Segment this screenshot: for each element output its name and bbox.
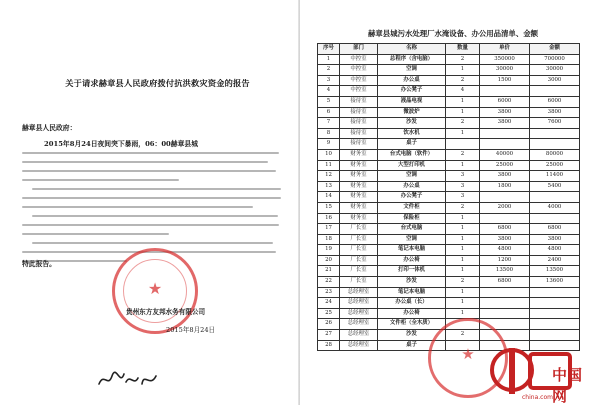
table-cell: 3800 xyxy=(480,107,530,118)
table-cell: 6000 xyxy=(530,96,580,107)
table-cell: 13600 xyxy=(530,277,580,288)
table-header-cell: 部门 xyxy=(340,44,378,55)
table-cell xyxy=(480,298,530,309)
table-cell: 700000 xyxy=(530,54,580,65)
table-cell: 空调 xyxy=(378,171,446,182)
table-cell: 总经理室 xyxy=(340,330,378,341)
table-cell: 2 xyxy=(446,330,480,341)
table-cell: 接待室 xyxy=(340,96,378,107)
table-cell: 13 xyxy=(318,181,340,192)
table-cell: 21 xyxy=(318,266,340,277)
right-page xyxy=(300,0,596,405)
table-cell: 5 xyxy=(318,96,340,107)
table-cell: 2 xyxy=(446,202,480,213)
table-cell: 文件柜 xyxy=(378,202,446,213)
table-cell: 办公桌 xyxy=(378,75,446,86)
table-row xyxy=(318,298,580,309)
inventory-title: 赫章县城污水处理厂水淹设备、办公用品清单、金额 xyxy=(368,29,538,38)
sign-date: 2015年8月24日 xyxy=(166,326,216,334)
handwritten-signature xyxy=(96,368,160,390)
table-cell: 3800 xyxy=(530,234,580,245)
table-cell: 保险柜 xyxy=(378,213,446,224)
table-header-row xyxy=(318,44,580,55)
table-cell: 4800 xyxy=(530,245,580,256)
body-line xyxy=(22,161,268,163)
table-cell: 24 xyxy=(318,298,340,309)
table-cell: 14 xyxy=(318,192,340,203)
table-cell: 7 xyxy=(318,118,340,129)
body-line xyxy=(22,224,279,226)
table-cell: 1 xyxy=(446,287,480,298)
table-cell: 厂长室 xyxy=(340,255,378,266)
table-cell: 台式电脑（软件） xyxy=(378,149,446,160)
table-cell xyxy=(480,213,530,224)
table-row xyxy=(318,160,580,171)
table-cell: 1 xyxy=(446,308,480,319)
table-cell xyxy=(530,192,580,203)
seal-star-icon: ★ xyxy=(461,345,475,363)
company-name: 贵州东方友邦水务有限公司 xyxy=(126,308,206,316)
table-cell: 中控室 xyxy=(340,54,378,65)
table-cell: 接待室 xyxy=(340,139,378,150)
table-row xyxy=(318,213,580,224)
table-cell: 7600 xyxy=(530,118,580,129)
inventory-table xyxy=(317,43,580,351)
table-cell: 1 xyxy=(446,266,480,277)
table-row xyxy=(318,54,580,65)
table-cell xyxy=(530,308,580,319)
table-cell: 28 xyxy=(318,340,340,351)
table-row xyxy=(318,234,580,245)
table-cell: 桌子 xyxy=(378,139,446,150)
body-line xyxy=(22,206,253,208)
table-cell: 2 xyxy=(446,118,480,129)
table-row xyxy=(318,118,580,129)
table-cell: 1 xyxy=(446,245,480,256)
table-row xyxy=(318,245,580,256)
table-cell: 厂长室 xyxy=(340,266,378,277)
table-cell: 2400 xyxy=(530,255,580,266)
body-line xyxy=(22,170,276,172)
table-row xyxy=(318,171,580,182)
table-cell: 1 xyxy=(446,213,480,224)
table-cell: 1500 xyxy=(480,75,530,86)
table-cell: 3 xyxy=(318,75,340,86)
table-cell: 6800 xyxy=(530,224,580,235)
table-cell: 17 xyxy=(318,224,340,235)
table-row xyxy=(318,149,580,160)
table-cell: 财务室 xyxy=(340,181,378,192)
table-cell: 财务室 xyxy=(340,149,378,160)
table-cell: 总经理室 xyxy=(340,319,378,330)
table-cell xyxy=(530,298,580,309)
table-cell: 25000 xyxy=(480,160,530,171)
table-cell: 办公椅 xyxy=(378,255,446,266)
table-cell: 厂长室 xyxy=(340,224,378,235)
body-line xyxy=(22,233,169,235)
table-cell: 1 xyxy=(446,96,480,107)
table-cell: 中控室 xyxy=(340,65,378,76)
table-cell: 26 xyxy=(318,319,340,330)
table-cell: 4 xyxy=(446,86,480,97)
table-row xyxy=(318,277,580,288)
table-cell: 27 xyxy=(318,330,340,341)
table-row xyxy=(318,308,580,319)
body-line xyxy=(32,215,278,217)
inventory-table-body xyxy=(318,54,580,351)
table-cell xyxy=(530,330,580,341)
table-cell: 1200 xyxy=(480,255,530,266)
table-cell: 5400 xyxy=(530,181,580,192)
table-cell: 3800 xyxy=(480,234,530,245)
table-cell: 中控室 xyxy=(340,75,378,86)
table-cell: 3800 xyxy=(530,107,580,118)
table-cell xyxy=(480,192,530,203)
table-cell: 厂长室 xyxy=(340,234,378,245)
table-cell: 13500 xyxy=(480,266,530,277)
table-cell: 接待室 xyxy=(340,128,378,139)
report-salutation: 赫章县人民政府： xyxy=(22,124,77,132)
table-cell: 大型打印机 xyxy=(378,160,446,171)
table-cell: 11400 xyxy=(530,171,580,182)
table-cell: 15 xyxy=(318,202,340,213)
table-cell: 桌子 xyxy=(378,340,446,351)
table-row xyxy=(318,107,580,118)
table-cell: 22 xyxy=(318,277,340,288)
table-cell: 1 xyxy=(446,65,480,76)
table-cell: 办公椅 xyxy=(378,308,446,319)
table-cell: 空调 xyxy=(378,65,446,76)
table-cell: 2 xyxy=(446,277,480,288)
table-cell: 1800 xyxy=(480,181,530,192)
table-cell: 中控室 xyxy=(340,86,378,97)
table-row xyxy=(318,266,580,277)
table-cell: 13500 xyxy=(530,266,580,277)
table-cell xyxy=(530,287,580,298)
body-line xyxy=(32,188,281,190)
table-cell: 6800 xyxy=(480,224,530,235)
table-cell xyxy=(530,128,580,139)
table-cell: 1 xyxy=(446,128,480,139)
table-cell: 办公桌（长） xyxy=(378,298,446,309)
table-cell: 3 xyxy=(446,181,480,192)
table-cell: 1 xyxy=(446,298,480,309)
table-cell: 2 xyxy=(446,54,480,65)
table-cell xyxy=(446,139,480,150)
company-seal xyxy=(112,248,198,334)
table-cell: 打印一体机 xyxy=(378,266,446,277)
table-cell: 财务室 xyxy=(340,202,378,213)
table-cell: 2 xyxy=(446,149,480,160)
table-cell: 3800 xyxy=(480,171,530,182)
table-cell: 液晶电视 xyxy=(378,96,446,107)
table-cell: 30000 xyxy=(530,65,580,76)
table-cell: 沙发 xyxy=(378,330,446,341)
table-cell: 1 xyxy=(446,160,480,171)
table-cell: 2 xyxy=(318,65,340,76)
table-cell: 总程序（含电脑） xyxy=(378,54,446,65)
table-cell: 16 xyxy=(318,213,340,224)
table-cell: 4800 xyxy=(480,245,530,256)
table-cell: 2000 xyxy=(480,202,530,213)
table-cell: 饮水机 xyxy=(378,128,446,139)
table-cell xyxy=(480,128,530,139)
table-header-cell: 金额 xyxy=(530,44,580,55)
table-row xyxy=(318,139,580,150)
table-cell: 3 xyxy=(446,171,480,182)
table-header-cell: 单价 xyxy=(480,44,530,55)
table-cell xyxy=(530,86,580,97)
table-row xyxy=(318,181,580,192)
table-cell: 19 xyxy=(318,245,340,256)
table-cell: 23 xyxy=(318,287,340,298)
table-row xyxy=(318,224,580,235)
table-cell: 9 xyxy=(318,139,340,150)
table-cell: 财务室 xyxy=(340,213,378,224)
table-cell: 18 xyxy=(318,234,340,245)
table-cell: 6800 xyxy=(480,277,530,288)
table-cell: 25 xyxy=(318,308,340,319)
table-cell: 厂长室 xyxy=(340,245,378,256)
table-cell: 1 xyxy=(446,107,480,118)
table-cell xyxy=(480,139,530,150)
table-cell: 办公凳子 xyxy=(378,192,446,203)
table-cell: 25000 xyxy=(530,160,580,171)
table-cell: 40000 xyxy=(480,149,530,160)
table-cell: 总经理室 xyxy=(340,340,378,351)
table-cell: 接待室 xyxy=(340,118,378,129)
table-cell: 办公凳子 xyxy=(378,86,446,97)
table-cell: 3800 xyxy=(480,118,530,129)
table-row xyxy=(318,287,580,298)
table-row xyxy=(318,255,580,266)
table-cell: 12 xyxy=(318,171,340,182)
body-line xyxy=(22,179,179,181)
table-cell xyxy=(480,86,530,97)
table-cell: 财务室 xyxy=(340,192,378,203)
table-cell: 总经理室 xyxy=(340,298,378,309)
table-cell: 3 xyxy=(446,192,480,203)
table-cell: 6000 xyxy=(480,96,530,107)
table-cell: 350000 xyxy=(480,54,530,65)
table-cell: 4000 xyxy=(530,202,580,213)
table-cell: 3000 xyxy=(530,75,580,86)
report-first-line: 2015年8月24日夜间突下暴雨，06：00赫章县城 xyxy=(44,140,198,148)
table-cell: 1 xyxy=(318,54,340,65)
table-cell xyxy=(480,308,530,319)
table-row xyxy=(318,65,580,76)
table-cell: 笔记本电脑 xyxy=(378,245,446,256)
table-cell: 1 xyxy=(446,255,480,266)
table-cell xyxy=(530,139,580,150)
table-cell: 沙发 xyxy=(378,118,446,129)
table-row xyxy=(318,128,580,139)
table-cell: 2 xyxy=(446,75,480,86)
table-cell: 6 xyxy=(318,107,340,118)
body-line xyxy=(22,197,281,199)
table-cell: 厂长室 xyxy=(340,277,378,288)
table-cell: 空调 xyxy=(378,234,446,245)
table-cell: 1 xyxy=(446,224,480,235)
table-cell: 1 xyxy=(446,234,480,245)
table-cell: 20 xyxy=(318,255,340,266)
table-row xyxy=(318,86,580,97)
table-row xyxy=(318,192,580,203)
seal-star-icon: ★ xyxy=(147,279,163,298)
report-closing: 特此报告。 xyxy=(22,260,56,268)
table-cell: 总经理室 xyxy=(340,308,378,319)
table-cell: 财务室 xyxy=(340,160,378,171)
body-line xyxy=(22,152,279,154)
table-header-cell: 名称 xyxy=(378,44,446,55)
table-cell: 总经理室 xyxy=(340,287,378,298)
table-header-cell: 数量 xyxy=(446,44,480,55)
table-row xyxy=(318,202,580,213)
table-cell xyxy=(480,287,530,298)
table-cell: 沙发 xyxy=(378,277,446,288)
table-cell: 文件柜（全木质） xyxy=(378,319,446,330)
table-cell xyxy=(530,319,580,330)
table-cell: 80000 xyxy=(530,149,580,160)
table-row xyxy=(318,75,580,86)
table-header-cell: 序号 xyxy=(318,44,340,55)
table-cell: 办公桌 xyxy=(378,181,446,192)
table-cell: 11 xyxy=(318,160,340,171)
table-row xyxy=(318,96,580,107)
table-cell: 接待室 xyxy=(340,107,378,118)
body-line xyxy=(32,242,273,244)
table-cell xyxy=(530,213,580,224)
table-cell: 台式电脑 xyxy=(378,224,446,235)
table-cell: 4 xyxy=(318,86,340,97)
table-cell: 笔记本电脑 xyxy=(378,287,446,298)
table-cell: 微波炉 xyxy=(378,107,446,118)
watermark-text: 中国网 xyxy=(552,366,583,405)
watermark-site: china.com xyxy=(522,394,553,401)
table-cell: 财务室 xyxy=(340,171,378,182)
table-cell: 10 xyxy=(318,149,340,160)
report-title: 关于请求赫章县人民政府拨付抗洪救灾资金的报告 xyxy=(65,78,250,88)
table-cell: 30000 xyxy=(480,65,530,76)
table-cell: 8 xyxy=(318,128,340,139)
